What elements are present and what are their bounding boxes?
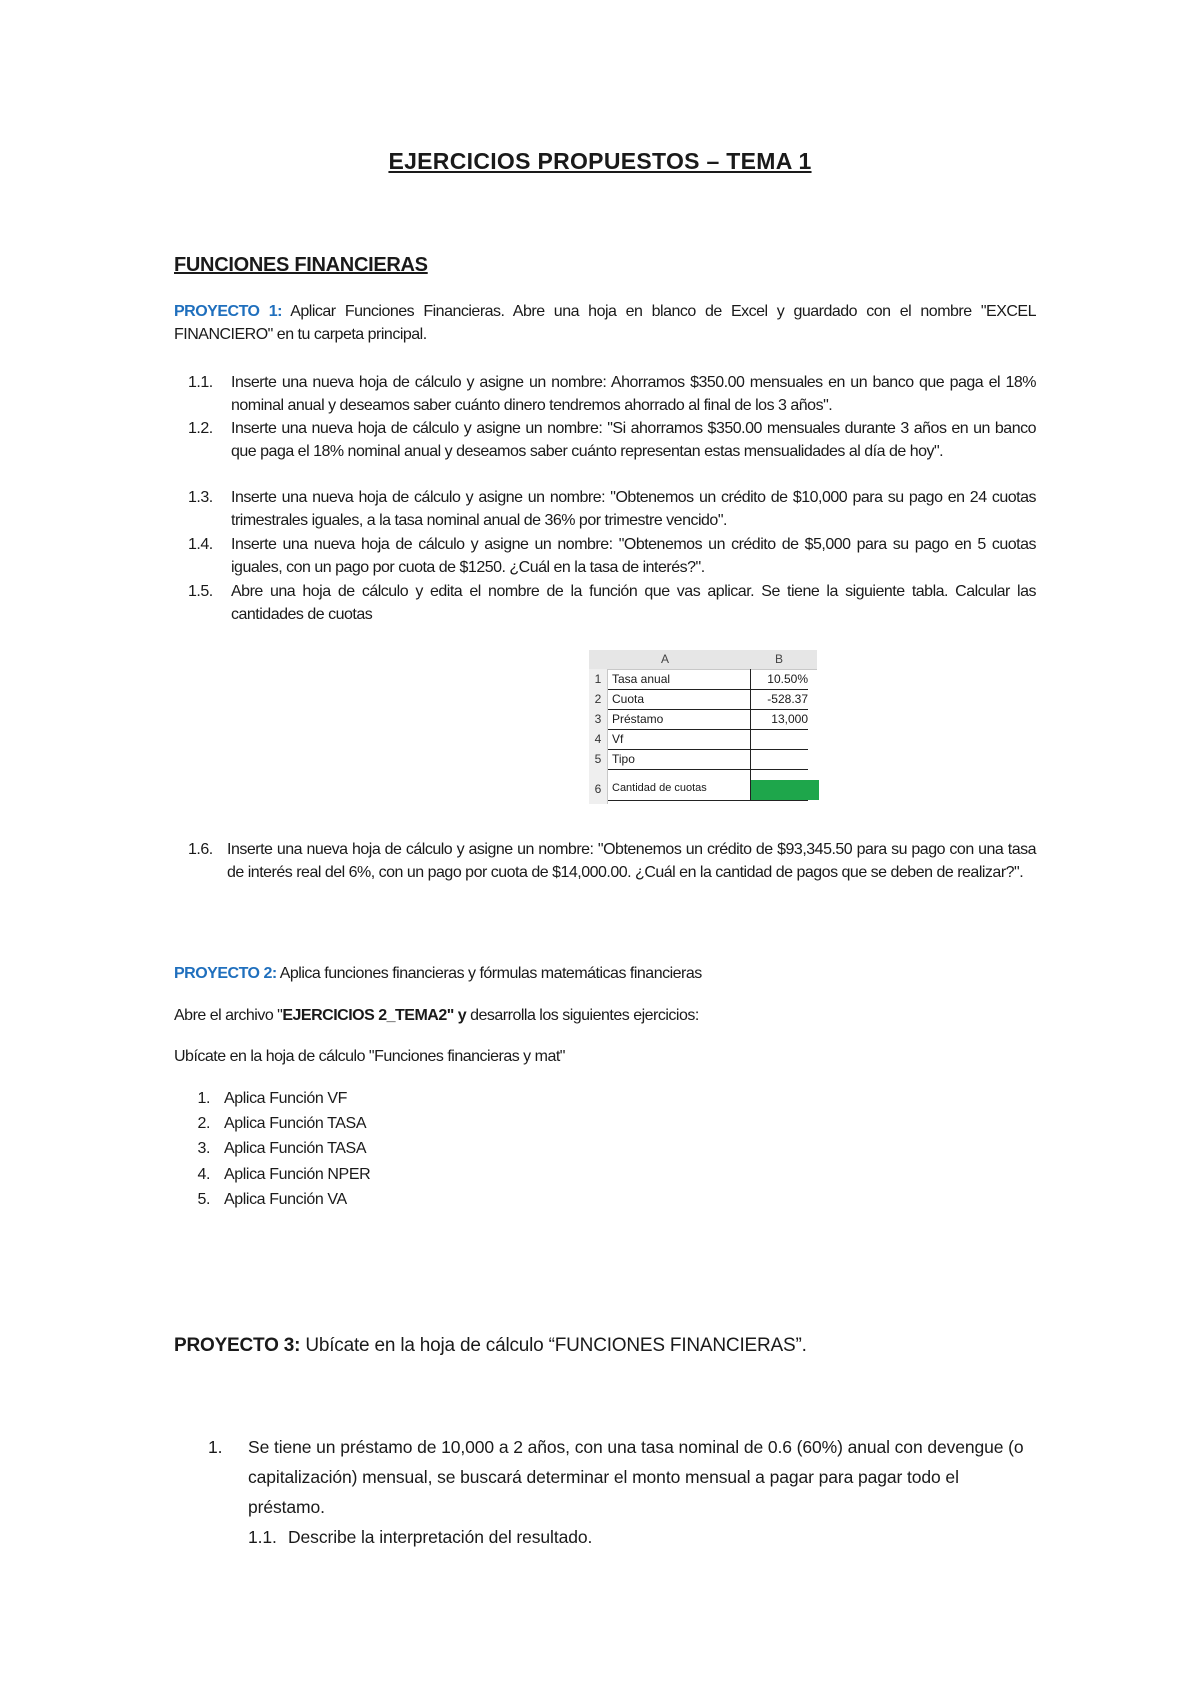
row-number: 3 [594,712,602,726]
table-row [589,670,817,690]
project-3-label: PROYECTO 3: [174,1335,301,1356]
item-number: 5. [197,1191,210,1208]
project-2-intro [174,962,1036,985]
row-number: 5 [594,752,602,766]
project-3-heading [174,1335,807,1357]
item-text: Aplica Función NPER [224,1166,371,1183]
cell-value: -528.37 [767,692,808,706]
file-line-post: desarrolla los siguientes ejercicios: [466,1007,699,1024]
item-number: 4. [197,1166,210,1183]
cell-label: Cuota [612,692,645,706]
item-text: Aplica Función TASA [224,1140,367,1157]
project-2-file-line [174,1004,1036,1027]
item-text: Describe la interpretación del resultado. [288,1527,593,1547]
item-number: 1.1. [188,374,213,391]
grid-line [608,709,808,710]
row-number: 2 [594,692,602,706]
item-number: 1. [197,1090,210,1107]
item-number: 1.2. [188,420,213,437]
item-text: Inserte una nueva hoja de cálculo y asigne un nombre: "Obtenemos un crédito de $93,345.50 para su pago con una tasa de interés real del 6%, con un pago por cuota de $14,000.00. ¿Cuál en la cantidad de pagos que se deben de realizar?". [227,841,1036,881]
cell-label: Cantidad de cuotas [612,782,707,794]
project-2-text: Aplica funciones financieras y fórmulas matemáticas financieras [276,965,702,982]
cell-label: Tipo [612,752,635,766]
cell-label: Préstamo [612,712,664,726]
row-number: 1 [594,672,602,686]
file-name: EJERCICIOS 2_TEMA2" y [282,1007,467,1024]
file-line-pre: Abre el archivo " [174,1007,283,1024]
table-row [589,750,817,770]
list-item [174,1136,366,1162]
project-3-text: Ubícate en la hoja de cálculo “FUNCIONES FINANCIERAS”. [300,1335,807,1356]
column-header-b: B [775,652,784,666]
row-number: 6 [594,782,602,796]
item-number: 2. [197,1115,210,1132]
section-heading: FUNCIONES FINANCIERAS [174,254,428,276]
grid-line [608,800,808,801]
item-text: Aplica Función VF [224,1090,348,1107]
item-text: Inserte una nueva hoja de cálculo y asigne un nombre: "Obtenemos un crédito de $5,000 para su pago en 5 cuotas iguales, con un pago por cuota de $1250. ¿Cuál en la tasa de interés?". [231,536,1036,576]
grid-line [608,749,808,750]
table-row [589,730,817,750]
column-header-bar [589,650,817,670]
project-2-locate: Ubícate en la hoja de cálculo "Funciones financieras y mat" [174,1048,565,1065]
item-text: Aplica Función TASA [224,1115,367,1132]
item-number: 1.3. [188,489,213,506]
item-text: Abre una hoja de cálculo y edita el nombre de la función que vas aplicar. Se tiene la siguiente tabla. Calcular las cantidades de cuotas [231,583,1036,623]
item-number: 3. [197,1140,210,1157]
grid-line [608,729,808,730]
item-text: Inserte una nueva hoja de cálculo y asigne un nombre: "Si ahorramos $350.00 mensuales durante 3 años en un banco que paga el 18% nominal anual y deseamos saber cuánto representan estas mensualidades al día de hoy". [231,420,1036,460]
document-title: EJERCICIOS PROPUESTOS – TEMA 1 [388,148,812,174]
item-number: 1.1. [248,1527,277,1547]
item-number: 1.6. [188,841,213,858]
table-row [589,780,817,800]
table-row [589,690,817,710]
item-text: Se tiene un préstamo de 10,000 a 2 años, con una tasa nominal de 0.6 (60%) anual con devengue (o capitalización) mensual, se buscará determinar el monto mensual a pagar para pagar todo el préstamo. [248,1437,1024,1517]
grid-line [608,769,808,770]
item-number: 1.4. [188,536,213,553]
list-item [174,1187,347,1213]
list-item [174,1162,370,1188]
item-text: Inserte una nueva hoja de cálculo y asigne un nombre: "Obtenemos un crédito de $10,000 para su pago en 24 cuotas trimestrales iguales, a la tasa nominal anual de 36% por trimestre vencido". [231,489,1036,529]
cell-label: Vf [612,732,624,746]
grid-line [750,669,751,800]
item-text: Inserte una nueva hoja de cálculo y asigne un nombre: Ahorramos $350.00 mensuales en un banco que paga el 18% nominal anual y deseamos saber cuánto dinero tendremos ahorrado al final de los 3 años". [231,374,1036,414]
row-number: 4 [594,732,602,746]
project-1-text: Aplicar Funciones Financieras. Abre una hoja en blanco de Excel y guardado con el nombre "EXCEL FINANCIERO" en tu carpeta principal. [174,303,1037,343]
item-text: Aplica Función VA [224,1191,347,1208]
item-number: 1. [208,1437,223,1457]
cell-value: 10.50% [767,672,808,686]
project-2-label: PROYECTO 2: [174,965,277,982]
cell-label: Tasa anual [612,672,671,686]
table-row [589,710,817,730]
item-number: 1.5. [188,583,213,600]
grid-line [608,689,808,690]
list-item [174,1111,366,1137]
cell-value: 13,000 [771,712,808,726]
column-header-a: A [661,652,670,666]
project-1-label: PROYECTO 1: [174,303,282,320]
list-item [174,1086,347,1112]
spreadsheet-table-image [589,650,817,804]
project-1-intro [174,300,1036,346]
